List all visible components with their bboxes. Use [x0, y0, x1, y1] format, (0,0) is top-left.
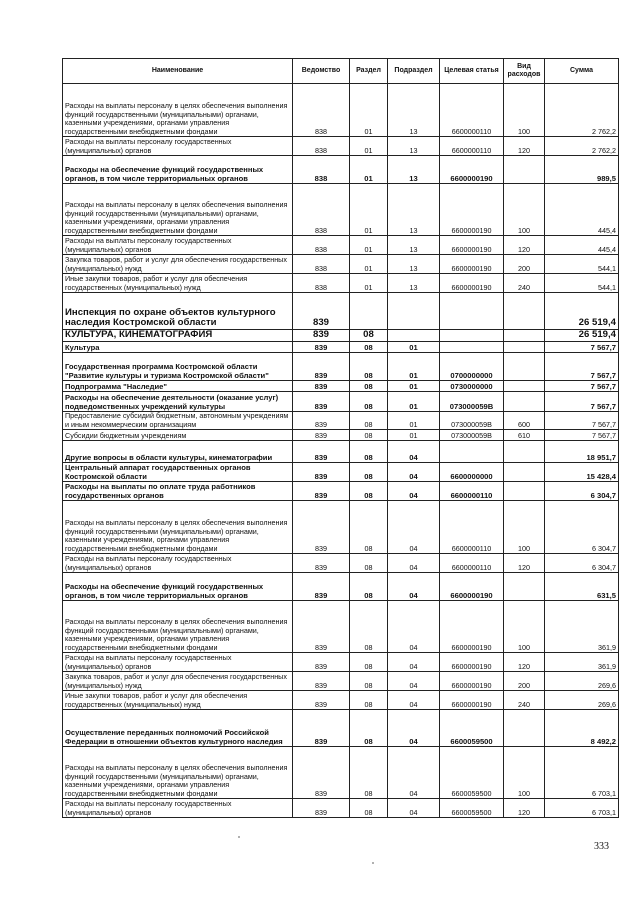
cell-expense-type: 100	[504, 501, 545, 554]
table-row	[63, 672, 619, 691]
cell-sum: 7 567,7	[545, 412, 619, 430]
cell-department: 839	[293, 653, 350, 672]
cell-department: 839	[293, 441, 350, 463]
cell-expense-type: 240	[504, 274, 545, 293]
cell-name: Инспекция по охране объектов культурного наследия Костромской области	[63, 293, 293, 330]
table-row	[63, 463, 619, 482]
cell-expense-type	[504, 353, 545, 381]
cell-expense-type	[504, 573, 545, 601]
cell-department: 839	[293, 293, 350, 330]
page-number: 333	[594, 841, 609, 852]
cell-subsection: 04	[388, 573, 440, 601]
cell-expense-type	[504, 463, 545, 482]
cell-subsection	[388, 293, 440, 330]
cell-name: Другие вопросы в области культуры, кинематографии	[63, 441, 293, 463]
cell-section: 08	[350, 601, 388, 653]
cell-expense-type: 100	[504, 747, 545, 799]
cell-sum: 7 567,7	[545, 342, 619, 353]
table-row	[63, 330, 619, 342]
cell-sum: 15 428,4	[545, 463, 619, 482]
cell-sum: 8 492,2	[545, 710, 619, 747]
cell-section: 08	[350, 554, 388, 573]
cell-target-article: 6600000190	[440, 274, 504, 293]
cell-department: 838	[293, 137, 350, 156]
cell-name: Расходы на выплаты персоналу государственных (муниципальных) органов	[63, 799, 293, 818]
column-header-expense-type: Вид расходов	[504, 59, 545, 84]
table-row	[63, 184, 619, 236]
table-row	[63, 710, 619, 747]
cell-section: 08	[350, 342, 388, 353]
cell-department: 839	[293, 392, 350, 412]
cell-target-article: 6600000000	[440, 463, 504, 482]
cell-target-article: 6600000190	[440, 184, 504, 236]
cell-expense-type	[504, 293, 545, 330]
cell-expense-type: 240	[504, 691, 545, 710]
cell-target-article: 6600000190	[440, 573, 504, 601]
cell-sum: 269,6	[545, 691, 619, 710]
cell-section: 01	[350, 156, 388, 184]
column-header-section: Раздел	[350, 59, 388, 84]
cell-target-article: 6600000110	[440, 482, 504, 501]
cell-department: 839	[293, 381, 350, 392]
cell-name: Осуществление переданных полномочий Российской Федерации в отношении объектов культурного наследия	[63, 710, 293, 747]
cell-expense-type: 120	[504, 799, 545, 818]
scan-speck	[372, 862, 374, 864]
cell-department: 839	[293, 463, 350, 482]
cell-sum: 2 762,2	[545, 137, 619, 156]
cell-expense-type: 600	[504, 412, 545, 430]
cell-expense-type	[504, 330, 545, 342]
cell-target-article: 6600000190	[440, 156, 504, 184]
cell-name: Расходы на обеспечение функций государственных органов, в том числе территориальных органов	[63, 156, 293, 184]
cell-department: 839	[293, 353, 350, 381]
cell-subsection: 04	[388, 554, 440, 573]
budget-table	[62, 58, 619, 818]
cell-sum: 7 567,7	[545, 430, 619, 441]
cell-subsection: 01	[388, 353, 440, 381]
cell-department: 839	[293, 710, 350, 747]
cell-subsection: 04	[388, 747, 440, 799]
cell-section	[350, 293, 388, 330]
cell-sum: 989,5	[545, 156, 619, 184]
table-row	[63, 392, 619, 412]
cell-sum: 6 703,1	[545, 799, 619, 818]
cell-name: КУЛЬТУРА, КИНЕМАТОГРАФИЯ	[63, 330, 293, 342]
cell-target-article	[440, 441, 504, 463]
cell-expense-type	[504, 381, 545, 392]
cell-expense-type: 120	[504, 554, 545, 573]
cell-subsection: 13	[388, 255, 440, 274]
cell-section: 01	[350, 255, 388, 274]
cell-name: Расходы на выплаты персоналу государственных (муниципальных) органов	[63, 554, 293, 573]
cell-expense-type	[504, 482, 545, 501]
cell-subsection: 01	[388, 392, 440, 412]
cell-section: 08	[350, 392, 388, 412]
table-row	[63, 554, 619, 573]
cell-subsection: 04	[388, 672, 440, 691]
cell-section: 08	[350, 482, 388, 501]
cell-target-article: 6600000110	[440, 137, 504, 156]
cell-subsection: 04	[388, 691, 440, 710]
table-row	[63, 293, 619, 330]
cell-section: 08	[350, 330, 388, 342]
cell-expense-type: 120	[504, 653, 545, 672]
cell-section: 08	[350, 412, 388, 430]
cell-sum: 18 951,7	[545, 441, 619, 463]
cell-department: 838	[293, 255, 350, 274]
table-row	[63, 482, 619, 501]
table-row	[63, 353, 619, 381]
cell-expense-type: 100	[504, 84, 545, 137]
cell-target-article	[440, 293, 504, 330]
cell-name: Расходы на выплаты персоналу государственных (муниципальных) органов	[63, 236, 293, 255]
cell-department: 839	[293, 412, 350, 430]
cell-target-article: 6600059500	[440, 710, 504, 747]
cell-name: Расходы на выплаты персоналу в целях обеспечения выполнения функций государственными (муниципальными) органами, казенными учреждениями, органами управления государственными внебюджетными фондами	[63, 501, 293, 554]
cell-subsection	[388, 330, 440, 342]
cell-department: 839	[293, 799, 350, 818]
cell-department: 839	[293, 430, 350, 441]
cell-expense-type	[504, 710, 545, 747]
cell-target-article: 0700000000	[440, 353, 504, 381]
table-row	[63, 747, 619, 799]
cell-name: Культура	[63, 342, 293, 353]
cell-target-article: 6600000190	[440, 672, 504, 691]
cell-target-article: 073000059В	[440, 392, 504, 412]
table-row	[63, 255, 619, 274]
cell-department: 838	[293, 274, 350, 293]
cell-section: 01	[350, 137, 388, 156]
cell-section: 08	[350, 501, 388, 554]
cell-expense-type	[504, 342, 545, 353]
cell-name: Иные закупки товаров, работ и услуг для обеспечения государственных (муниципальных) нужд	[63, 691, 293, 710]
cell-target-article	[440, 330, 504, 342]
table-row	[63, 653, 619, 672]
cell-name: Расходы на выплаты персоналу государственных (муниципальных) органов	[63, 653, 293, 672]
cell-subsection: 13	[388, 156, 440, 184]
cell-name: Расходы на обеспечение деятельности (оказание услуг) подведомственных учреждений культуры	[63, 392, 293, 412]
table-row	[63, 236, 619, 255]
table-row	[63, 412, 619, 430]
cell-name: Субсидии бюджетным учреждениям	[63, 430, 293, 441]
cell-subsection: 04	[388, 441, 440, 463]
cell-expense-type: 200	[504, 672, 545, 691]
cell-name: Подпрограмма "Наследие"	[63, 381, 293, 392]
cell-sum: 6 703,1	[545, 747, 619, 799]
cell-department: 839	[293, 554, 350, 573]
column-header-sum: Сумма	[545, 59, 619, 84]
cell-target-article: 6600000190	[440, 601, 504, 653]
table-row	[63, 430, 619, 441]
cell-department: 839	[293, 691, 350, 710]
cell-target-article: 6600000110	[440, 554, 504, 573]
cell-section: 08	[350, 653, 388, 672]
cell-subsection: 13	[388, 236, 440, 255]
table-row	[63, 573, 619, 601]
cell-sum: 7 567,7	[545, 392, 619, 412]
cell-department: 838	[293, 184, 350, 236]
cell-sum: 6 304,7	[545, 554, 619, 573]
cell-sum: 6 304,7	[545, 482, 619, 501]
cell-target-article: 6600000110	[440, 84, 504, 137]
column-header-name: Наименование	[63, 59, 293, 84]
scan-speck	[238, 836, 240, 838]
cell-subsection: 13	[388, 137, 440, 156]
cell-subsection: 13	[388, 274, 440, 293]
cell-target-article: 6600000190	[440, 691, 504, 710]
cell-name: Предоставление субсидий бюджетным, автономным учреждениям и иным некоммерческим организациям	[63, 412, 293, 430]
cell-department: 839	[293, 573, 350, 601]
table-row	[63, 501, 619, 554]
cell-section: 08	[350, 441, 388, 463]
table-row	[63, 342, 619, 353]
cell-expense-type	[504, 156, 545, 184]
cell-sum: 544,1	[545, 274, 619, 293]
cell-sum: 2 762,2	[545, 84, 619, 137]
cell-sum: 361,9	[545, 601, 619, 653]
cell-section: 01	[350, 274, 388, 293]
cell-expense-type: 100	[504, 184, 545, 236]
cell-section: 08	[350, 710, 388, 747]
cell-name: Расходы на выплаты по оплате труда работников государственных органов	[63, 482, 293, 501]
cell-subsection: 04	[388, 482, 440, 501]
cell-section: 08	[350, 691, 388, 710]
cell-subsection: 04	[388, 501, 440, 554]
cell-department: 839	[293, 501, 350, 554]
cell-target-article: 6600059500	[440, 747, 504, 799]
cell-name: Расходы на выплаты персоналу в целях обеспечения выполнения функций государственными (муниципальными) органами, казенными учреждениями, органами управления государственными внебюджетными фондами	[63, 747, 293, 799]
cell-subsection: 04	[388, 653, 440, 672]
column-header-department: Ведомство	[293, 59, 350, 84]
cell-target-article: 073000059В	[440, 412, 504, 430]
cell-target-article: 073000059В	[440, 430, 504, 441]
table-header-row	[63, 59, 619, 84]
cell-section: 01	[350, 236, 388, 255]
cell-expense-type: 200	[504, 255, 545, 274]
cell-name: Иные закупки товаров, работ и услуг для обеспечения государственных (муниципальных) нужд	[63, 274, 293, 293]
cell-sum: 7 567,7	[545, 381, 619, 392]
cell-department: 838	[293, 156, 350, 184]
cell-section: 08	[350, 353, 388, 381]
cell-section: 01	[350, 184, 388, 236]
cell-sum: 6 304,7	[545, 501, 619, 554]
cell-sum: 26 519,4	[545, 330, 619, 342]
cell-sum: 26 519,4	[545, 293, 619, 330]
cell-department: 839	[293, 330, 350, 342]
cell-target-article	[440, 342, 504, 353]
table-row	[63, 381, 619, 392]
cell-name: Расходы на обеспечение функций государственных органов, в том числе территориальных органов	[63, 573, 293, 601]
table-row	[63, 441, 619, 463]
cell-subsection: 13	[388, 84, 440, 137]
cell-sum: 544,1	[545, 255, 619, 274]
cell-target-article: 6600000110	[440, 501, 504, 554]
cell-name: Расходы на выплаты персоналу в целях обеспечения выполнения функций государственными (муниципальными) органами, казенными учреждениями, органами управления государственными внебюджетными фондами	[63, 184, 293, 236]
table-row	[63, 691, 619, 710]
cell-expense-type: 120	[504, 236, 545, 255]
budget-table-container	[62, 58, 618, 818]
column-header-subsection: Подраздел	[388, 59, 440, 84]
cell-name: Расходы на выплаты персоналу государственных (муниципальных) органов	[63, 137, 293, 156]
cell-name: Центральный аппарат государственных органов Костромской области	[63, 463, 293, 482]
cell-target-article: 6600059500	[440, 799, 504, 818]
cell-department: 838	[293, 84, 350, 137]
cell-section: 08	[350, 573, 388, 601]
cell-target-article: 6600000190	[440, 653, 504, 672]
cell-subsection: 04	[388, 710, 440, 747]
cell-department: 838	[293, 236, 350, 255]
table-row	[63, 84, 619, 137]
table-row	[63, 601, 619, 653]
cell-department: 839	[293, 672, 350, 691]
cell-target-article: 6600000190	[440, 236, 504, 255]
cell-name: Закупка товаров, работ и услуг для обеспечения государственных (муниципальных) нужд	[63, 672, 293, 691]
cell-section: 08	[350, 672, 388, 691]
cell-expense-type: 120	[504, 137, 545, 156]
cell-subsection: 04	[388, 463, 440, 482]
cell-subsection: 13	[388, 184, 440, 236]
cell-target-article: 0730000000	[440, 381, 504, 392]
cell-department: 839	[293, 482, 350, 501]
cell-sum: 445,4	[545, 236, 619, 255]
cell-subsection: 04	[388, 799, 440, 818]
cell-section: 08	[350, 747, 388, 799]
table-body	[63, 84, 619, 818]
cell-sum: 361,9	[545, 653, 619, 672]
cell-department: 839	[293, 747, 350, 799]
cell-sum: 269,6	[545, 672, 619, 691]
cell-subsection: 01	[388, 412, 440, 430]
cell-expense-type	[504, 392, 545, 412]
cell-expense-type	[504, 441, 545, 463]
cell-section: 01	[350, 84, 388, 137]
cell-sum: 7 567,7	[545, 353, 619, 381]
table-row	[63, 274, 619, 293]
table-row	[63, 156, 619, 184]
cell-department: 839	[293, 342, 350, 353]
cell-section: 08	[350, 463, 388, 482]
cell-name: Расходы на выплаты персоналу в целях обеспечения выполнения функций государственными (муниципальными) органами, казенными учреждениями, органами управления государственными внебюджетными фондами	[63, 84, 293, 137]
cell-subsection: 01	[388, 342, 440, 353]
cell-sum: 631,5	[545, 573, 619, 601]
cell-department: 839	[293, 601, 350, 653]
table-row	[63, 799, 619, 818]
cell-subsection: 01	[388, 430, 440, 441]
cell-expense-type: 100	[504, 601, 545, 653]
table-row	[63, 137, 619, 156]
cell-sum: 445,4	[545, 184, 619, 236]
cell-name: Закупка товаров, работ и услуг для обеспечения государственных (муниципальных) нужд	[63, 255, 293, 274]
column-header-target-article: Целевая статья	[440, 59, 504, 84]
cell-subsection: 01	[388, 381, 440, 392]
cell-section: 08	[350, 381, 388, 392]
cell-name: Государственная программа Костромской области "Развитие культуры и туризма Костромской области"	[63, 353, 293, 381]
cell-subsection: 04	[388, 601, 440, 653]
cell-name: Расходы на выплаты персоналу в целях обеспечения выполнения функций государственными (муниципальными) органами, казенными учреждениями, органами управления государственными внебюджетными фондами	[63, 601, 293, 653]
cell-expense-type: 610	[504, 430, 545, 441]
cell-target-article: 6600000190	[440, 255, 504, 274]
cell-section: 08	[350, 799, 388, 818]
cell-section: 08	[350, 430, 388, 441]
